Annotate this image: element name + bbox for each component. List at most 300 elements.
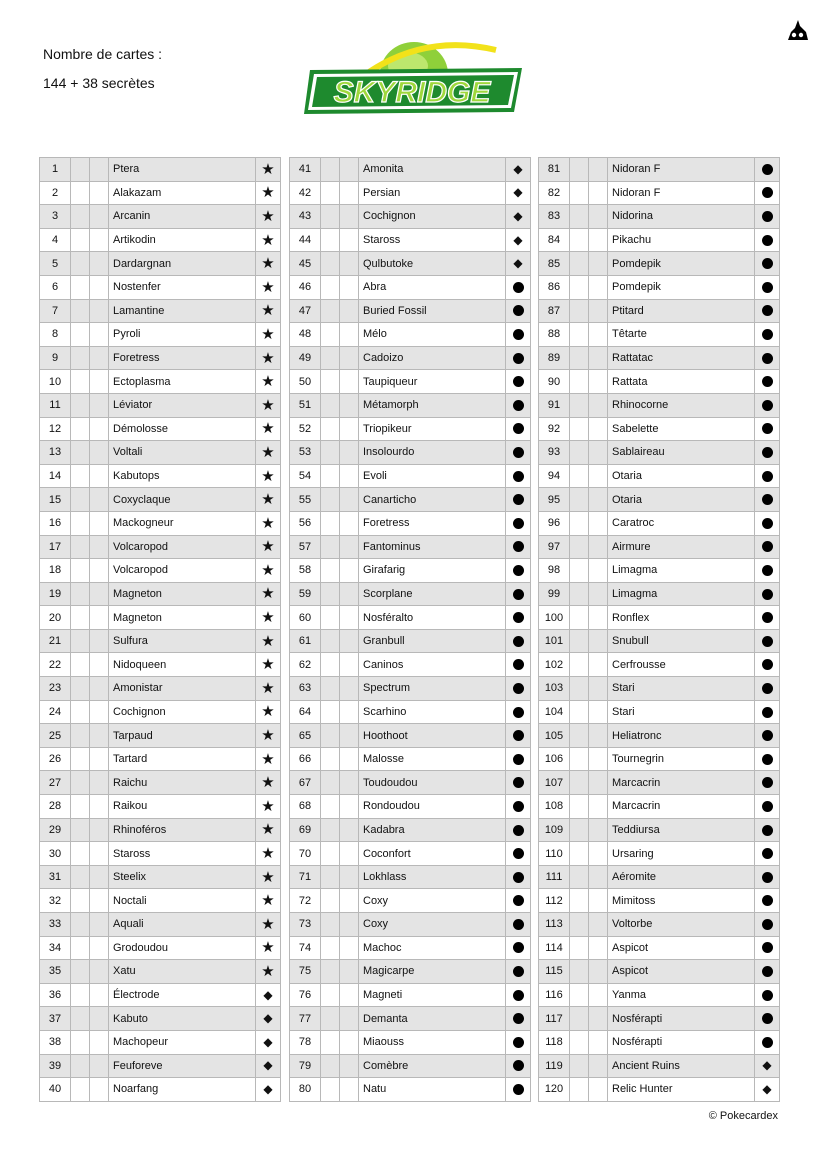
- rarity-common-icon: [513, 777, 524, 788]
- check-box-reverse[interactable]: [340, 913, 359, 937]
- check-box-reverse[interactable]: [90, 1007, 109, 1031]
- card-name: Ronflex: [608, 606, 755, 630]
- check-box-normal[interactable]: [570, 1054, 589, 1078]
- rarity-cell: [506, 511, 531, 535]
- check-box-reverse[interactable]: [589, 559, 608, 583]
- card-row: [290, 181, 531, 205]
- check-box-reverse[interactable]: [589, 275, 608, 299]
- card-row: [539, 393, 780, 417]
- check-box-normal[interactable]: [71, 771, 90, 795]
- check-box-normal[interactable]: [570, 393, 589, 417]
- card-row: [539, 582, 780, 606]
- check-box-reverse[interactable]: [589, 818, 608, 842]
- check-box-normal[interactable]: [71, 842, 90, 866]
- check-box-normal[interactable]: [71, 724, 90, 748]
- rarity-rare-icon: ★: [261, 231, 275, 249]
- check-box-normal[interactable]: [570, 747, 589, 771]
- check-box-normal[interactable]: [570, 983, 589, 1007]
- check-box-normal[interactable]: [71, 747, 90, 771]
- check-box-reverse[interactable]: [589, 417, 608, 441]
- check-box-normal[interactable]: [321, 417, 340, 441]
- check-box-normal[interactable]: [321, 653, 340, 677]
- rarity-common-icon: [513, 1037, 524, 1048]
- check-box-normal[interactable]: [321, 771, 340, 795]
- check-box-reverse[interactable]: [589, 158, 608, 182]
- check-box-normal[interactable]: [71, 1030, 90, 1054]
- check-box-normal[interactable]: [71, 1007, 90, 1031]
- check-box-reverse[interactable]: [340, 228, 359, 252]
- check-box-normal[interactable]: [321, 1007, 340, 1031]
- check-box-normal[interactable]: [321, 606, 340, 630]
- check-box-reverse[interactable]: [589, 323, 608, 347]
- check-box-reverse[interactable]: [340, 346, 359, 370]
- check-box-reverse[interactable]: [90, 629, 109, 653]
- check-box-reverse[interactable]: [589, 441, 608, 465]
- check-box-normal[interactable]: [71, 700, 90, 724]
- check-box-normal[interactable]: [321, 795, 340, 819]
- check-box-normal[interactable]: [321, 205, 340, 229]
- check-box-reverse[interactable]: [589, 535, 608, 559]
- check-box-normal[interactable]: [321, 747, 340, 771]
- check-box-normal[interactable]: [570, 181, 589, 205]
- card-name: Lokhlass: [359, 865, 506, 889]
- check-box-reverse[interactable]: [340, 629, 359, 653]
- check-box-normal[interactable]: [71, 417, 90, 441]
- check-box-normal[interactable]: [71, 960, 90, 984]
- check-box-reverse[interactable]: [340, 252, 359, 276]
- check-box-reverse[interactable]: [589, 1078, 608, 1102]
- check-box-normal[interactable]: [321, 511, 340, 535]
- card-name: Magneti: [359, 983, 506, 1007]
- check-box-normal[interactable]: [570, 464, 589, 488]
- check-box-reverse[interactable]: [340, 653, 359, 677]
- card-name: Arcanin: [109, 205, 256, 229]
- check-box-normal[interactable]: [71, 559, 90, 583]
- check-box-normal[interactable]: [71, 629, 90, 653]
- check-box-normal[interactable]: [71, 181, 90, 205]
- check-box-normal[interactable]: [71, 983, 90, 1007]
- check-box-normal[interactable]: [570, 936, 589, 960]
- card-row: [539, 346, 780, 370]
- check-box-reverse[interactable]: [340, 535, 359, 559]
- check-box-reverse[interactable]: [90, 441, 109, 465]
- check-box-reverse[interactable]: [90, 488, 109, 512]
- check-box-reverse[interactable]: [340, 983, 359, 1007]
- check-box-reverse[interactable]: [90, 535, 109, 559]
- rarity-common-icon: [513, 541, 524, 552]
- check-box-normal[interactable]: [321, 1054, 340, 1078]
- check-box-reverse[interactable]: [90, 323, 109, 347]
- check-box-normal[interactable]: [570, 228, 589, 252]
- check-box-reverse[interactable]: [90, 1030, 109, 1054]
- card-number: 73: [290, 913, 321, 937]
- card-name: Nosférapti: [608, 1030, 755, 1054]
- check-box-normal[interactable]: [71, 323, 90, 347]
- check-box-normal[interactable]: [71, 488, 90, 512]
- check-box-normal[interactable]: [321, 559, 340, 583]
- check-box-reverse[interactable]: [340, 1030, 359, 1054]
- check-box-normal[interactable]: [321, 252, 340, 276]
- check-box-normal[interactable]: [321, 983, 340, 1007]
- check-box-reverse[interactable]: [90, 818, 109, 842]
- check-box-reverse[interactable]: [90, 700, 109, 724]
- check-box-reverse[interactable]: [340, 1007, 359, 1031]
- rarity-uncommon-icon: ◆: [263, 1081, 273, 1096]
- check-box-reverse[interactable]: [340, 299, 359, 323]
- check-box-reverse[interactable]: [340, 960, 359, 984]
- check-box-reverse[interactable]: [589, 252, 608, 276]
- check-box-normal[interactable]: [321, 842, 340, 866]
- check-box-reverse[interactable]: [340, 275, 359, 299]
- check-box-normal[interactable]: [321, 441, 340, 465]
- check-box-normal[interactable]: [570, 559, 589, 583]
- check-box-normal[interactable]: [71, 370, 90, 394]
- check-box-reverse[interactable]: [90, 1078, 109, 1102]
- rarity-cell: [256, 700, 281, 724]
- check-box-normal[interactable]: [570, 818, 589, 842]
- rarity-common-icon: [762, 164, 773, 175]
- check-box-reverse[interactable]: [589, 1030, 608, 1054]
- check-box-normal[interactable]: [570, 960, 589, 984]
- check-box-normal[interactable]: [570, 724, 589, 748]
- check-box-normal[interactable]: [71, 865, 90, 889]
- check-box-reverse[interactable]: [90, 724, 109, 748]
- check-box-normal[interactable]: [321, 228, 340, 252]
- rarity-cell: [506, 252, 531, 276]
- check-box-reverse[interactable]: [589, 346, 608, 370]
- check-box-normal[interactable]: [570, 1030, 589, 1054]
- check-box-reverse[interactable]: [340, 1054, 359, 1078]
- check-box-reverse[interactable]: [90, 464, 109, 488]
- check-box-normal[interactable]: [321, 158, 340, 182]
- check-box-normal[interactable]: [71, 582, 90, 606]
- check-box-reverse[interactable]: [90, 677, 109, 701]
- check-box-normal[interactable]: [321, 488, 340, 512]
- check-box-reverse[interactable]: [589, 299, 608, 323]
- check-box-normal[interactable]: [321, 582, 340, 606]
- check-box-reverse[interactable]: [589, 181, 608, 205]
- check-box-normal[interactable]: [570, 299, 589, 323]
- check-box-normal[interactable]: [71, 511, 90, 535]
- check-box-reverse[interactable]: [589, 464, 608, 488]
- check-box-reverse[interactable]: [340, 393, 359, 417]
- check-box-reverse[interactable]: [589, 724, 608, 748]
- check-box-normal[interactable]: [71, 441, 90, 465]
- check-box-normal[interactable]: [570, 205, 589, 229]
- card-name: Ptera: [109, 158, 256, 182]
- check-box-reverse[interactable]: [90, 511, 109, 535]
- check-box-reverse[interactable]: [589, 795, 608, 819]
- rarity-cell: [755, 370, 780, 394]
- card-number: 93: [539, 441, 570, 465]
- check-box-reverse[interactable]: [589, 370, 608, 394]
- check-box-normal[interactable]: [321, 535, 340, 559]
- rarity-cell: [256, 582, 281, 606]
- rarity-cell: [755, 960, 780, 984]
- card-number: 38: [40, 1030, 71, 1054]
- rarity-rare-icon: ★: [261, 184, 275, 202]
- card-name: Volcaropod: [109, 559, 256, 583]
- check-box-reverse[interactable]: [90, 582, 109, 606]
- check-box-reverse[interactable]: [90, 653, 109, 677]
- check-box-normal[interactable]: [321, 1030, 340, 1054]
- check-box-normal[interactable]: [321, 323, 340, 347]
- check-box-reverse[interactable]: [90, 346, 109, 370]
- check-box-normal[interactable]: [71, 1054, 90, 1078]
- check-box-normal[interactable]: [71, 1078, 90, 1102]
- check-box-reverse[interactable]: [340, 417, 359, 441]
- check-box-normal[interactable]: [570, 511, 589, 535]
- check-box-normal[interactable]: [570, 913, 589, 937]
- check-box-reverse[interactable]: [90, 606, 109, 630]
- check-box-reverse[interactable]: [340, 511, 359, 535]
- check-box-reverse[interactable]: [340, 181, 359, 205]
- check-box-reverse[interactable]: [589, 582, 608, 606]
- check-box-reverse[interactable]: [340, 700, 359, 724]
- check-box-normal[interactable]: [71, 205, 90, 229]
- rarity-common-icon: [762, 518, 773, 529]
- check-box-reverse[interactable]: [340, 865, 359, 889]
- rarity-rare-icon: ★: [261, 868, 275, 886]
- check-box-reverse[interactable]: [589, 936, 608, 960]
- check-box-reverse[interactable]: [589, 700, 608, 724]
- check-box-reverse[interactable]: [340, 818, 359, 842]
- check-box-reverse[interactable]: [340, 582, 359, 606]
- card-name: Fantominus: [359, 535, 506, 559]
- card-name: Spectrum: [359, 677, 506, 701]
- check-box-normal[interactable]: [570, 889, 589, 913]
- check-box-normal[interactable]: [570, 158, 589, 182]
- check-box-normal[interactable]: [71, 889, 90, 913]
- check-box-reverse[interactable]: [589, 606, 608, 630]
- check-box-normal[interactable]: [570, 606, 589, 630]
- check-box-normal[interactable]: [71, 158, 90, 182]
- check-box-normal[interactable]: [570, 252, 589, 276]
- card-name: Coxyclaque: [109, 488, 256, 512]
- check-box-normal[interactable]: [321, 299, 340, 323]
- rarity-cell: [506, 158, 531, 182]
- check-box-normal[interactable]: [570, 441, 589, 465]
- check-box-normal[interactable]: [321, 913, 340, 937]
- check-box-reverse[interactable]: [90, 865, 109, 889]
- check-box-reverse[interactable]: [90, 393, 109, 417]
- check-box-reverse[interactable]: [90, 299, 109, 323]
- check-box-normal[interactable]: [71, 228, 90, 252]
- check-box-reverse[interactable]: [589, 865, 608, 889]
- check-box-normal[interactable]: [71, 818, 90, 842]
- check-box-normal[interactable]: [321, 370, 340, 394]
- check-box-normal[interactable]: [321, 181, 340, 205]
- check-box-reverse[interactable]: [589, 488, 608, 512]
- check-box-reverse[interactable]: [90, 205, 109, 229]
- check-box-reverse[interactable]: [589, 889, 608, 913]
- check-box-normal[interactable]: [570, 417, 589, 441]
- check-box-reverse[interactable]: [340, 724, 359, 748]
- check-box-normal[interactable]: [321, 818, 340, 842]
- card-count-value: 144 + 38 secrètes: [43, 75, 155, 91]
- card-row: [539, 441, 780, 465]
- card-name: Pomdepik: [608, 252, 755, 276]
- check-box-reverse[interactable]: [589, 842, 608, 866]
- check-box-normal[interactable]: [570, 653, 589, 677]
- check-box-reverse[interactable]: [589, 1007, 608, 1031]
- rarity-rare-icon: ★: [261, 939, 275, 957]
- check-box-reverse[interactable]: [90, 771, 109, 795]
- check-box-reverse[interactable]: [589, 629, 608, 653]
- card-row: [40, 795, 281, 819]
- check-box-normal[interactable]: [71, 913, 90, 937]
- rarity-cell: [256, 842, 281, 866]
- check-box-reverse[interactable]: [589, 960, 608, 984]
- check-box-normal[interactable]: [570, 488, 589, 512]
- check-box-reverse[interactable]: [340, 771, 359, 795]
- check-box-normal[interactable]: [71, 936, 90, 960]
- check-box-normal[interactable]: [570, 582, 589, 606]
- copyright: © Pokecardex: [708, 1110, 778, 1122]
- check-box-reverse[interactable]: [340, 205, 359, 229]
- check-box-reverse[interactable]: [589, 228, 608, 252]
- check-box-normal[interactable]: [71, 393, 90, 417]
- card-number: 3: [40, 205, 71, 229]
- check-box-reverse[interactable]: [90, 747, 109, 771]
- check-box-normal[interactable]: [570, 1078, 589, 1102]
- check-box-normal[interactable]: [570, 700, 589, 724]
- check-box-normal[interactable]: [570, 346, 589, 370]
- card-number: 43: [290, 205, 321, 229]
- card-name: Nosférapti: [608, 1007, 755, 1031]
- check-box-reverse[interactable]: [340, 1078, 359, 1102]
- check-box-reverse[interactable]: [90, 960, 109, 984]
- check-box-reverse[interactable]: [589, 205, 608, 229]
- check-box-normal[interactable]: [71, 464, 90, 488]
- check-box-normal[interactable]: [570, 865, 589, 889]
- check-box-reverse[interactable]: [340, 677, 359, 701]
- rarity-cell: [256, 1007, 281, 1031]
- card-number: 107: [539, 771, 570, 795]
- rarity-cell: [506, 1054, 531, 1078]
- check-box-normal[interactable]: [570, 275, 589, 299]
- check-box-reverse[interactable]: [90, 842, 109, 866]
- check-box-normal[interactable]: [570, 535, 589, 559]
- rarity-common-icon: [513, 376, 524, 387]
- check-box-reverse[interactable]: [340, 323, 359, 347]
- check-box-reverse[interactable]: [340, 464, 359, 488]
- check-box-reverse[interactable]: [90, 417, 109, 441]
- check-box-reverse[interactable]: [340, 747, 359, 771]
- check-box-normal[interactable]: [321, 393, 340, 417]
- rarity-rare-icon: ★: [261, 443, 275, 461]
- check-box-normal[interactable]: [71, 677, 90, 701]
- check-box-reverse[interactable]: [340, 936, 359, 960]
- check-box-reverse[interactable]: [589, 511, 608, 535]
- check-box-reverse[interactable]: [340, 488, 359, 512]
- check-box-reverse[interactable]: [340, 606, 359, 630]
- rarity-common-icon: [762, 187, 773, 198]
- check-box-normal[interactable]: [321, 1078, 340, 1102]
- check-box-reverse[interactable]: [90, 252, 109, 276]
- card-number: 1: [40, 158, 71, 182]
- check-box-normal[interactable]: [71, 299, 90, 323]
- rarity-cell: [755, 889, 780, 913]
- check-box-normal[interactable]: [71, 606, 90, 630]
- check-box-reverse[interactable]: [90, 889, 109, 913]
- card-name: Magneton: [109, 606, 256, 630]
- check-box-reverse[interactable]: [90, 158, 109, 182]
- check-box-normal[interactable]: [570, 370, 589, 394]
- check-box-normal[interactable]: [321, 724, 340, 748]
- check-box-reverse[interactable]: [589, 393, 608, 417]
- check-box-normal[interactable]: [321, 677, 340, 701]
- check-box-normal[interactable]: [71, 252, 90, 276]
- check-box-reverse[interactable]: [589, 747, 608, 771]
- check-box-reverse[interactable]: [340, 559, 359, 583]
- check-box-normal[interactable]: [321, 889, 340, 913]
- check-box-normal[interactable]: [321, 865, 340, 889]
- card-number: 95: [539, 488, 570, 512]
- card-row: [40, 677, 281, 701]
- check-box-normal[interactable]: [71, 653, 90, 677]
- check-box-normal[interactable]: [71, 535, 90, 559]
- check-box-reverse[interactable]: [90, 913, 109, 937]
- check-box-reverse[interactable]: [589, 677, 608, 701]
- card-row: [40, 275, 281, 299]
- check-box-reverse[interactable]: [589, 913, 608, 937]
- check-box-normal[interactable]: [570, 629, 589, 653]
- check-box-reverse[interactable]: [589, 983, 608, 1007]
- check-box-normal[interactable]: [570, 677, 589, 701]
- check-box-reverse[interactable]: [90, 181, 109, 205]
- card-number: 110: [539, 842, 570, 866]
- check-box-reverse[interactable]: [589, 653, 608, 677]
- check-box-normal[interactable]: [321, 464, 340, 488]
- check-box-reverse[interactable]: [340, 158, 359, 182]
- check-box-reverse[interactable]: [90, 370, 109, 394]
- check-box-reverse[interactable]: [340, 795, 359, 819]
- check-box-normal[interactable]: [321, 936, 340, 960]
- check-box-normal[interactable]: [570, 1007, 589, 1031]
- check-box-reverse[interactable]: [90, 1054, 109, 1078]
- rarity-cell: [755, 747, 780, 771]
- check-box-normal[interactable]: [321, 346, 340, 370]
- check-box-reverse[interactable]: [340, 441, 359, 465]
- check-box-normal[interactable]: [570, 842, 589, 866]
- check-box-normal[interactable]: [321, 629, 340, 653]
- check-box-normal[interactable]: [570, 771, 589, 795]
- check-box-reverse[interactable]: [90, 936, 109, 960]
- card-name: Cerfrousse: [608, 653, 755, 677]
- check-box-reverse[interactable]: [340, 889, 359, 913]
- check-box-normal[interactable]: [321, 960, 340, 984]
- card-number: 13: [40, 441, 71, 465]
- check-box-reverse[interactable]: [589, 1054, 608, 1078]
- check-box-reverse[interactable]: [340, 842, 359, 866]
- check-box-reverse[interactable]: [340, 370, 359, 394]
- check-box-reverse[interactable]: [90, 983, 109, 1007]
- check-box-normal[interactable]: [321, 275, 340, 299]
- check-box-reverse[interactable]: [90, 559, 109, 583]
- check-box-normal[interactable]: [71, 795, 90, 819]
- check-box-normal[interactable]: [71, 346, 90, 370]
- check-box-normal[interactable]: [321, 700, 340, 724]
- check-box-reverse[interactable]: [589, 771, 608, 795]
- check-box-reverse[interactable]: [90, 228, 109, 252]
- rarity-common-icon: [762, 282, 773, 293]
- check-box-reverse[interactable]: [90, 275, 109, 299]
- check-box-reverse[interactable]: [90, 795, 109, 819]
- check-box-normal[interactable]: [570, 323, 589, 347]
- check-box-normal[interactable]: [570, 795, 589, 819]
- check-box-normal[interactable]: [71, 275, 90, 299]
